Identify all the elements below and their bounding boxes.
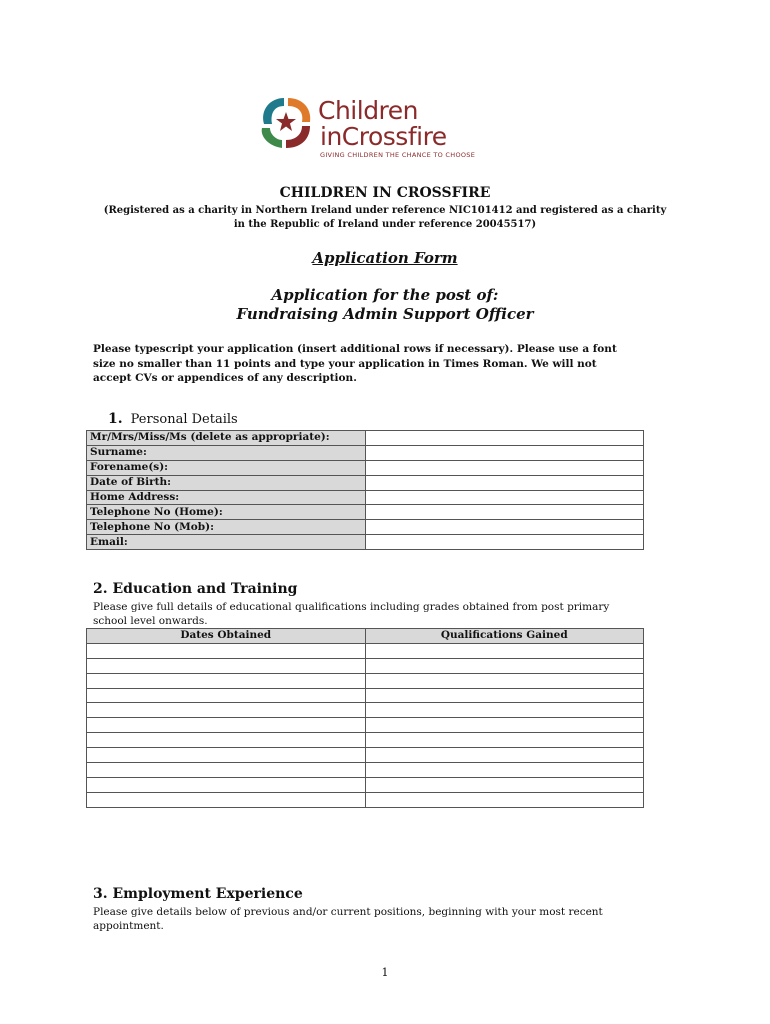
cell-qualification[interactable] bbox=[365, 763, 644, 778]
field-input-phone-home[interactable] bbox=[366, 505, 644, 520]
field-input-forenames[interactable] bbox=[366, 460, 644, 475]
field-label-address: Home Address: bbox=[87, 490, 366, 505]
cell-qualification[interactable] bbox=[365, 643, 644, 658]
registration-line-2: in the Republic of Ireland under reference 20045517) bbox=[233, 219, 537, 230]
section-3-heading: 3. Employment Experience bbox=[93, 886, 303, 902]
column-header-dates: Dates Obtained bbox=[87, 629, 366, 644]
cell-date[interactable] bbox=[87, 688, 366, 703]
field-input-title[interactable] bbox=[366, 431, 644, 446]
cell-date[interactable] bbox=[87, 792, 366, 807]
table-row bbox=[87, 688, 644, 703]
table-row bbox=[87, 460, 644, 475]
field-input-dob[interactable] bbox=[366, 475, 644, 490]
cell-qualification[interactable] bbox=[365, 673, 644, 688]
section-2-desc-line-2: school level onwards. bbox=[93, 615, 208, 627]
section-2-heading: 2. Education and Training bbox=[93, 581, 298, 597]
cell-qualification[interactable] bbox=[365, 748, 644, 763]
charity-registration-note bbox=[0, 204, 770, 232]
instructions-line-3: accept CVs or appendices of any description. bbox=[93, 372, 357, 384]
table-row bbox=[87, 703, 644, 718]
column-header-qualifications: Qualifications Gained bbox=[365, 629, 644, 644]
field-input-email[interactable] bbox=[366, 535, 644, 550]
organisation-title: CHILDREN IN CROSSFIRE bbox=[279, 185, 491, 201]
cell-date[interactable] bbox=[87, 643, 366, 658]
cell-qualification[interactable] bbox=[365, 792, 644, 807]
instructions-line-1: Please typescript your application (insert additional rows if necessary). Please use a font bbox=[93, 343, 617, 355]
table-row bbox=[87, 445, 644, 460]
cell-qualification[interactable] bbox=[365, 658, 644, 673]
children-in-crossfire-logo bbox=[258, 92, 498, 162]
form-title: Application Form bbox=[312, 249, 458, 267]
personal-details-table bbox=[86, 430, 644, 550]
logo-word-crossfire: Crossfire bbox=[341, 122, 447, 151]
field-input-phone-mob[interactable] bbox=[366, 520, 644, 535]
post-intro: Application for the post of: bbox=[271, 286, 499, 304]
section-3-description bbox=[93, 905, 673, 933]
table-row bbox=[87, 792, 644, 807]
logo-word-children: Children bbox=[318, 96, 419, 125]
cell-qualification[interactable] bbox=[365, 718, 644, 733]
cell-date[interactable] bbox=[87, 777, 366, 792]
table-row bbox=[87, 658, 644, 673]
page-number: 1 bbox=[381, 966, 389, 979]
table-header-row bbox=[87, 629, 644, 644]
field-label-phone-mob: Telephone No (Mob): bbox=[87, 520, 366, 535]
section-3-desc-line-2: appointment. bbox=[93, 920, 164, 932]
table-row bbox=[87, 475, 644, 490]
table-row bbox=[87, 777, 644, 792]
table-row bbox=[87, 431, 644, 446]
table-row bbox=[87, 643, 644, 658]
section-1-number: 1. bbox=[108, 411, 123, 427]
section-2-description bbox=[93, 600, 673, 628]
cell-qualification[interactable] bbox=[365, 733, 644, 748]
field-label-phone-home: Telephone No (Home): bbox=[87, 505, 366, 520]
field-label-dob: Date of Birth: bbox=[87, 475, 366, 490]
cell-date[interactable] bbox=[87, 733, 366, 748]
section-1-title: Personal Details bbox=[130, 412, 238, 427]
logo-tagline: GIVING CHILDREN THE CHANCE TO CHOOSE bbox=[320, 151, 476, 159]
table-row bbox=[87, 520, 644, 535]
table-row bbox=[87, 490, 644, 505]
table-row bbox=[87, 748, 644, 763]
field-input-surname[interactable] bbox=[366, 445, 644, 460]
table-row bbox=[87, 763, 644, 778]
field-label-title: Mr/Mrs/Miss/Ms (delete as appropriate): bbox=[87, 431, 366, 446]
field-label-forenames: Forename(s): bbox=[87, 460, 366, 475]
cell-date[interactable] bbox=[87, 703, 366, 718]
table-row bbox=[87, 733, 644, 748]
table-row bbox=[87, 505, 644, 520]
education-table bbox=[86, 628, 644, 808]
section-1-heading bbox=[108, 411, 238, 427]
cell-qualification[interactable] bbox=[365, 703, 644, 718]
cell-date[interactable] bbox=[87, 763, 366, 778]
cell-qualification[interactable] bbox=[365, 777, 644, 792]
cell-date[interactable] bbox=[87, 658, 366, 673]
section-3-desc-line-1: Please give details below of previous and/or current positions, beginning with your most recent bbox=[93, 906, 603, 918]
section-2-desc-line-1: Please give full details of educational qualifications including grades obtained from post primary bbox=[93, 601, 610, 613]
registration-line-1: (Registered as a charity in Northern Ireland under reference NIC101412 and registered as a charity bbox=[103, 205, 667, 216]
cell-date[interactable] bbox=[87, 718, 366, 733]
hands-star-icon bbox=[258, 94, 314, 150]
field-input-address[interactable] bbox=[366, 490, 644, 505]
cell-qualification[interactable] bbox=[365, 688, 644, 703]
instructions bbox=[93, 342, 653, 386]
table-row bbox=[87, 718, 644, 733]
field-label-email: Email: bbox=[87, 535, 366, 550]
post-name: Fundraising Admin Support Officer bbox=[236, 305, 534, 323]
cell-date[interactable] bbox=[87, 673, 366, 688]
cell-date[interactable] bbox=[87, 748, 366, 763]
logo-word-in: in bbox=[320, 122, 342, 151]
table-row bbox=[87, 673, 644, 688]
instructions-line-2: size no smaller than 11 points and type your application in Times Roman. We will not bbox=[93, 357, 597, 370]
field-label-surname: Surname: bbox=[87, 445, 366, 460]
table-row bbox=[87, 535, 644, 550]
